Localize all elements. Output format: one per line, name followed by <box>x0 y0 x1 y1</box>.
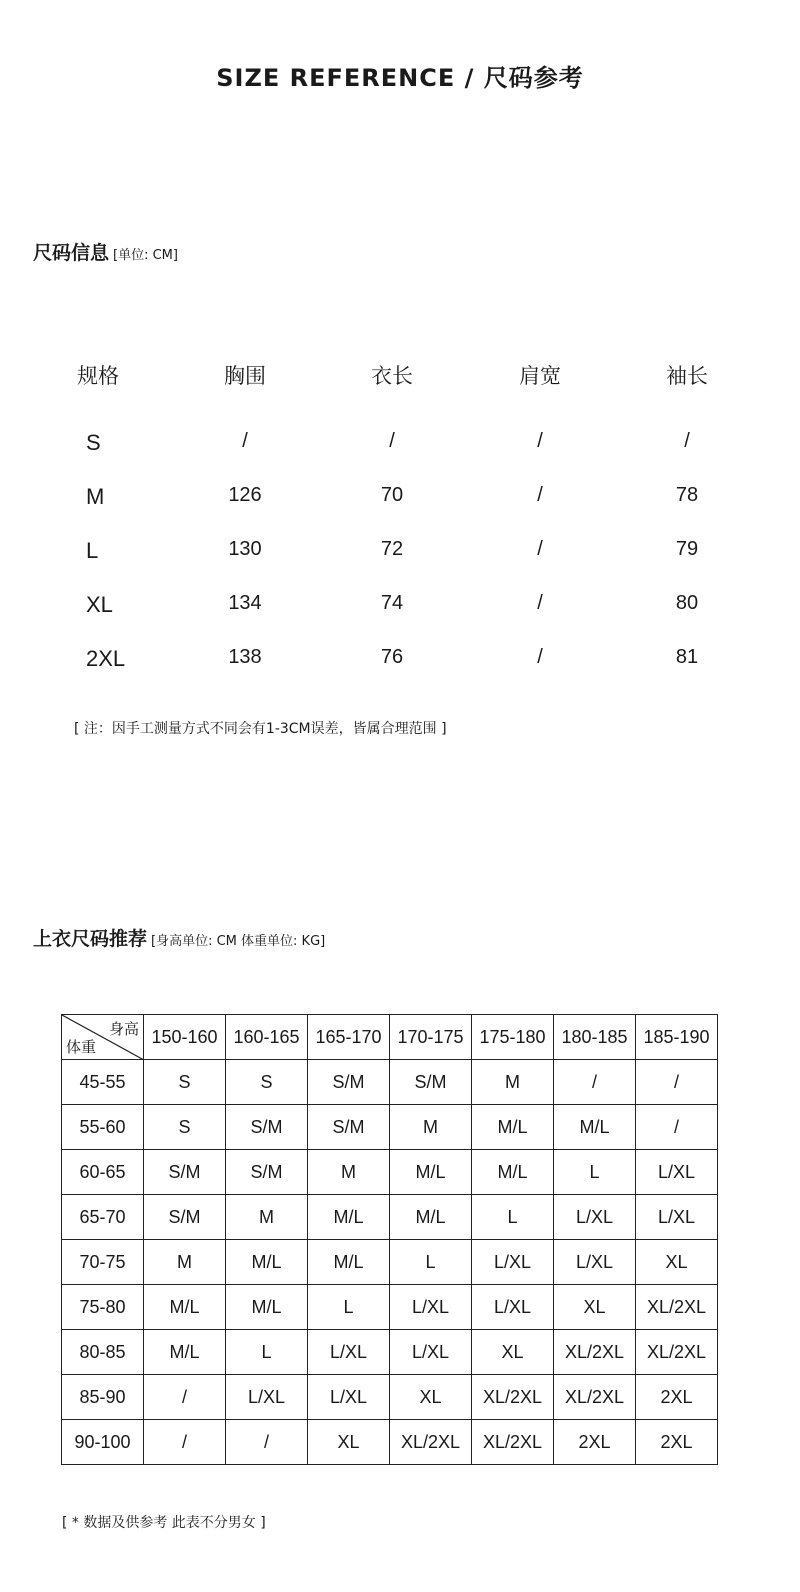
size-cell: / <box>684 430 690 452</box>
recommended-size-cell: M <box>144 1240 226 1285</box>
size-cell: 70 <box>380 484 404 506</box>
height-range-cell: 160-165 <box>226 1015 308 1060</box>
weight-row <box>62 1060 718 1105</box>
size-cell: 79 <box>675 538 699 560</box>
height-range-cell: 165-170 <box>308 1015 390 1060</box>
size-cell: S <box>86 430 101 455</box>
recommended-size-cell: M/L <box>226 1285 308 1330</box>
recommended-size-cell: M/L <box>472 1150 554 1195</box>
size-cell: / <box>389 430 395 452</box>
weight-row <box>62 1240 718 1285</box>
recommended-size-cell: 2XL <box>554 1420 636 1465</box>
recommended-size-cell: M/L <box>308 1195 390 1240</box>
height-range-cell: 175-180 <box>472 1015 554 1060</box>
size-recommendation-table <box>61 1014 718 1465</box>
size-row <box>0 420 800 474</box>
recommended-size-cell: / <box>636 1105 718 1150</box>
size-cell: M <box>86 484 105 509</box>
size-cell: / <box>242 430 248 452</box>
recommended-size-cell: L/XL <box>636 1195 718 1240</box>
recommended-size-cell: / <box>226 1420 308 1465</box>
recommended-size-cell: S/M <box>226 1150 308 1195</box>
size-cell: 2XL <box>86 646 126 671</box>
size-row <box>0 636 800 690</box>
recommended-size-cell: L <box>390 1240 472 1285</box>
recommend-unit: [身高单位: CM 体重单位: KG] <box>151 934 326 949</box>
recommended-size-cell: XL/2XL <box>554 1375 636 1420</box>
recommended-size-cell: M/L <box>390 1195 472 1240</box>
measurement-note: [ 注：因手工测量方式不同会有1-3CM误差，皆属合理范围 ] <box>74 721 447 737</box>
recommended-size-cell: M/L <box>308 1240 390 1285</box>
weight-row <box>62 1195 718 1240</box>
recommended-size-cell: / <box>554 1060 636 1105</box>
size-cell: / <box>537 430 543 452</box>
recommended-size-cell: S/M <box>308 1060 390 1105</box>
recommended-size-cell: L <box>226 1330 308 1375</box>
recommended-size-cell: S <box>144 1105 226 1150</box>
recommended-size-cell: L/XL <box>472 1285 554 1330</box>
weight-range-cell: 65-70 <box>62 1195 144 1240</box>
recommended-size-cell: L <box>308 1285 390 1330</box>
page-title: SIZE REFERENCE / 尺码参考 <box>216 64 584 92</box>
recommended-size-cell: L/XL <box>308 1375 390 1420</box>
recommended-size-cell: XL/2XL <box>472 1420 554 1465</box>
size-cell: 76 <box>380 646 404 668</box>
size-cell: 80 <box>675 592 699 614</box>
size-cell: 72 <box>380 538 404 560</box>
recommended-size-cell: 2XL <box>636 1420 718 1465</box>
height-range-cell: 185-190 <box>636 1015 718 1060</box>
weight-row <box>62 1420 718 1465</box>
height-header-row <box>62 1015 718 1060</box>
weight-row <box>62 1330 718 1375</box>
weight-range-cell: 45-55 <box>62 1060 144 1105</box>
size-cell: 78 <box>675 484 699 506</box>
recommended-size-cell: / <box>636 1060 718 1105</box>
recommended-size-cell: / <box>144 1420 226 1465</box>
recommended-size-cell: L/XL <box>636 1150 718 1195</box>
height-range-cell: 180-185 <box>554 1015 636 1060</box>
recommended-size-cell: M/L <box>390 1150 472 1195</box>
recommended-size-cell: XL <box>308 1420 390 1465</box>
recommended-size-cell: L/XL <box>226 1375 308 1420</box>
recommended-size-cell: M/L <box>226 1240 308 1285</box>
weight-range-cell: 75-80 <box>62 1285 144 1330</box>
height-range-cell: 150-160 <box>144 1015 226 1060</box>
size-header-cell: 衣长 <box>371 365 413 388</box>
recommended-size-cell: XL <box>472 1330 554 1375</box>
weight-range-cell: 90-100 <box>62 1420 144 1465</box>
weight-range-cell: 60-65 <box>62 1150 144 1195</box>
recommended-size-cell: L/XL <box>554 1240 636 1285</box>
recommended-size-cell: / <box>144 1375 226 1420</box>
size-cell: / <box>537 484 543 506</box>
weight-row <box>62 1285 718 1330</box>
recommended-size-cell: XL <box>636 1240 718 1285</box>
recommended-size-cell: XL/2XL <box>636 1330 718 1375</box>
size-cell: 130 <box>228 538 262 560</box>
size-cell: XL <box>86 592 113 617</box>
weight-row <box>62 1150 718 1195</box>
recommended-size-cell: S <box>144 1060 226 1105</box>
weight-row <box>62 1105 718 1150</box>
size-cell: / <box>537 646 543 668</box>
recommended-size-cell: M/L <box>554 1105 636 1150</box>
weight-range-cell: 85-90 <box>62 1375 144 1420</box>
recommended-size-cell: L <box>472 1195 554 1240</box>
recommended-size-cell: S/M <box>226 1105 308 1150</box>
corner-cell <box>62 1015 144 1060</box>
size-cell: 126 <box>228 484 262 506</box>
recommended-size-cell: S/M <box>390 1060 472 1105</box>
recommended-size-cell: XL <box>390 1375 472 1420</box>
size-info-heading <box>33 238 178 265</box>
size-info-unit: [单位: CM] <box>113 248 178 263</box>
size-cell: / <box>537 538 543 560</box>
recommended-size-cell: S/M <box>144 1195 226 1240</box>
recommended-size-cell: XL/2XL <box>390 1420 472 1465</box>
recommended-size-cell: 2XL <box>636 1375 718 1420</box>
recommended-size-cell: M <box>226 1195 308 1240</box>
corner-height-label: 身高 <box>108 1021 139 1038</box>
size-info-table <box>0 350 800 690</box>
size-cell: L <box>86 538 99 563</box>
size-row <box>0 474 800 528</box>
height-range-cell: 170-175 <box>390 1015 472 1060</box>
weight-row <box>62 1375 718 1420</box>
recommended-size-cell: L/XL <box>554 1195 636 1240</box>
recommend-heading-text: 上衣尺码推荐 <box>33 928 148 950</box>
recommended-size-cell: XL/2XL <box>554 1330 636 1375</box>
recommend-heading <box>33 924 325 951</box>
recommended-size-cell: XL <box>554 1285 636 1330</box>
size-cell: / <box>537 592 543 614</box>
recommended-size-cell: M/L <box>144 1285 226 1330</box>
recommended-size-cell: M/L <box>144 1330 226 1375</box>
corner-weight-label: 体重 <box>66 1039 97 1056</box>
size-cell: 81 <box>675 646 699 668</box>
recommended-size-cell: L/XL <box>390 1285 472 1330</box>
weight-range-cell: 55-60 <box>62 1105 144 1150</box>
recommended-size-cell: XL/2XL <box>636 1285 718 1330</box>
size-cell: 74 <box>380 592 404 614</box>
recommended-size-cell: L/XL <box>390 1330 472 1375</box>
reference-note: [ * 数据及供参考 此表不分男女 ] <box>62 1515 266 1531</box>
recommended-size-cell: L/XL <box>472 1240 554 1285</box>
recommended-size-cell: L <box>554 1150 636 1195</box>
recommended-size-cell: S/M <box>308 1105 390 1150</box>
size-cell: 134 <box>228 592 262 614</box>
size-header-cell: 袖长 <box>666 365 708 388</box>
recommended-size-cell: M <box>308 1150 390 1195</box>
size-info-heading-text: 尺码信息 <box>33 242 110 264</box>
size-header-row <box>0 350 800 420</box>
size-row <box>0 528 800 582</box>
recommended-size-cell: L/XL <box>308 1330 390 1375</box>
recommended-size-cell: XL/2XL <box>472 1375 554 1420</box>
weight-range-cell: 70-75 <box>62 1240 144 1285</box>
size-row <box>0 582 800 636</box>
size-cell: 138 <box>228 646 262 668</box>
recommended-size-cell: M <box>390 1105 472 1150</box>
weight-range-cell: 80-85 <box>62 1330 144 1375</box>
recommended-size-cell: M <box>472 1060 554 1105</box>
recommended-size-cell: M/L <box>472 1105 554 1150</box>
recommended-size-cell: S/M <box>144 1150 226 1195</box>
size-header-cell: 胸围 <box>224 365 266 388</box>
recommended-size-cell: S <box>226 1060 308 1105</box>
size-header-cell: 规格 <box>77 365 119 388</box>
size-header-cell: 肩宽 <box>519 365 561 388</box>
